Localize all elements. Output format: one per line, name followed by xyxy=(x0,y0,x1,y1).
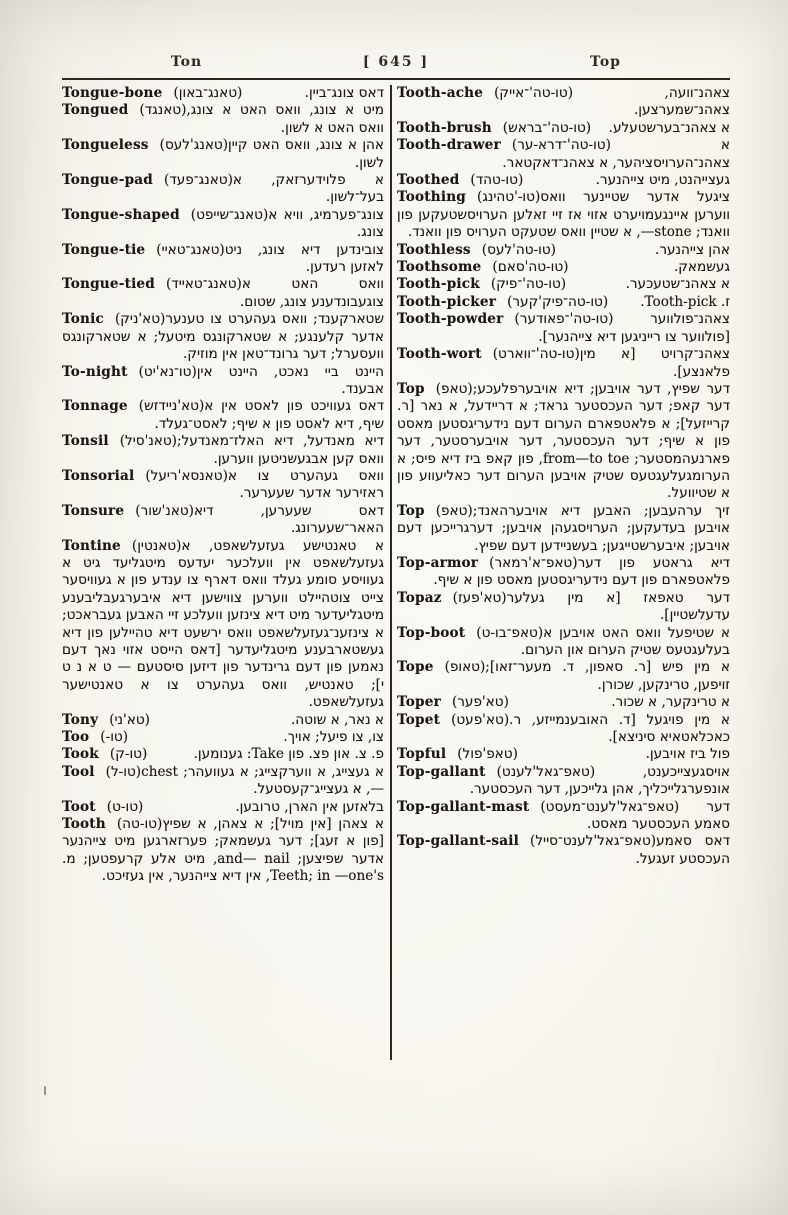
entry-pronunciation: (טאנג־באון) xyxy=(173,85,243,101)
entry-headword: Tool xyxy=(62,763,95,780)
entry-definition: אהן צייהנער. xyxy=(655,241,730,258)
entry-definition: דיא גראטע פון דער פלאטפארם פון דעם נידעריגסטען מאסט פון א שיף. xyxy=(433,554,730,589)
dictionary-entry xyxy=(62,102,384,137)
entry-headword: Toothless xyxy=(397,241,471,258)
entry-definition: א מין פויגעל [ד. האובענמייזע, ר. כאכלאטאיא סיניצא]. xyxy=(509,711,730,746)
entry-pronunciation: (טאפ־בו-ט) xyxy=(476,624,544,641)
entry-definition: אויסגעצייכענט, אונפערגלייכליך, אהן גלייכען, דער העכסטער. xyxy=(469,763,730,798)
header-page-number: [ 645 ] xyxy=(362,54,430,70)
entry-definition: דער טאפאז [א מין געלער עדעלשטיין]. xyxy=(506,589,730,624)
entry-definition: היינט ביי נאכט, היינט אין אבענד. xyxy=(196,363,384,397)
entry-pronunciation: (טאפ־גאל'לענט־סייל) xyxy=(530,833,657,850)
entry-pronunciation: (טו-ט) xyxy=(106,798,144,815)
dictionary-entry xyxy=(62,276,384,311)
entry-pronunciation: (טו־נא'יט) xyxy=(138,363,197,380)
column-divider-rule xyxy=(390,85,392,1060)
right-column xyxy=(397,85,730,868)
entry-headword: Tonnage xyxy=(62,398,128,415)
left-column xyxy=(62,85,384,886)
entry-definition: צובינדען דיא צונג, ניט לאזען רעדען. xyxy=(224,241,384,276)
entry-headword: Top-gallant xyxy=(397,763,486,780)
dictionary-entry xyxy=(397,172,730,189)
entry-pronunciation: (טאפ) xyxy=(435,502,473,519)
dictionary-entry xyxy=(62,242,384,277)
entry-definition: דאס שעערען, דיא האאר־שעערונג. xyxy=(193,502,384,537)
entry-headword: Tonsorial xyxy=(62,467,135,484)
entry-headword: Tontine xyxy=(62,537,121,554)
entry-headword: Toothing xyxy=(397,189,467,206)
dictionary-entry xyxy=(62,538,384,712)
dictionary-entry xyxy=(397,746,730,763)
entry-headword: Tongue-tie xyxy=(62,241,146,258)
entry-definition: דאס צונג־ביין. xyxy=(304,85,384,101)
dictionary-entry xyxy=(397,833,730,868)
entry-headword: Tongue-tied xyxy=(62,276,155,293)
dictionary-entry xyxy=(62,311,384,363)
entry-headword: Tony xyxy=(62,711,99,728)
entry-pronunciation: (טו-) xyxy=(100,729,129,746)
entry-headword: Toothed xyxy=(397,172,460,189)
entry-pronunciation: (טא'פעז) xyxy=(452,589,507,606)
dictionary-entry xyxy=(62,172,384,207)
entry-headword: Tooth xyxy=(62,816,106,833)
entry-definition: צאהנ־פולווער [פולווער צו רייניגען דיא צייהנער]. xyxy=(538,311,730,345)
entry-pronunciation: (טא'ניידזש) xyxy=(138,398,205,415)
entry-headword: Tongueless xyxy=(62,137,149,154)
entry-definition: געצייהנט, מיט צייהנער. xyxy=(595,172,730,189)
entry-headword: Top-gallant-mast xyxy=(397,798,530,815)
entry-headword: Topful xyxy=(397,746,447,763)
entry-pronunciation: (טאנ'סיל) xyxy=(119,433,177,450)
entry-pronunciation: (טאפ־גאל'לענט) xyxy=(496,763,596,780)
entry-headword: To-night xyxy=(62,363,128,380)
entry-pronunciation: (טאנג־שייפט) xyxy=(190,206,269,223)
entry-pronunciation: (טאפ) xyxy=(435,380,473,397)
dictionary-entry xyxy=(397,85,730,120)
entry-pronunciation: (טו-טה'־בראש) xyxy=(502,119,592,136)
dictionary-entry xyxy=(397,276,730,293)
dictionary-entry xyxy=(397,625,730,660)
entry-headword: Tooth-ache xyxy=(397,85,484,101)
entry-definition: ז. Tooth-pick. xyxy=(640,293,730,310)
entry-pronunciation: (טו-טה'־ווארט) xyxy=(492,346,580,363)
dictionary-entry xyxy=(62,468,384,503)
entry-definition: שטארקענד; וואס געהערט צו טענער אדער קלענגע; א שטארקונגס מיטעל; א שטארקונגס וועסערל; דער גרונד־טאן אין מוזיק. xyxy=(62,311,384,363)
dictionary-entry xyxy=(397,659,730,694)
dictionary-entry xyxy=(397,381,730,503)
entry-pronunciation: (טאנסא'ריעל) xyxy=(145,467,228,484)
entry-pronunciation: (טאנג־טאיי) xyxy=(156,241,225,258)
dictionary-entry xyxy=(62,137,384,172)
entry-pronunciation: (טו-טה'־דרא-ער) xyxy=(511,137,611,154)
entry-definition: דאס געוויכט פון לאסט אין א שיף, דיא לאסט פון א שיף; לאסט־געלד. xyxy=(154,398,384,432)
entry-pronunciation: (טאנגד) xyxy=(139,102,187,119)
dictionary-entry xyxy=(62,712,384,729)
entry-definition: דאס סאמע העכסטע זעגעל. xyxy=(635,833,730,867)
entry-pronunciation: (טאנג'לעס) xyxy=(159,137,229,154)
entry-definition: וואס האט א צוגעבונדענע צונג, שטום. xyxy=(239,276,384,310)
dictionary-entry xyxy=(62,764,384,799)
dictionary-entry xyxy=(62,398,384,433)
two-column-body xyxy=(0,80,788,1060)
entry-headword: Topet xyxy=(397,711,441,728)
dictionary-entry xyxy=(397,503,730,555)
scan-artifact-speck xyxy=(44,1086,46,1095)
entry-definition: א צאהנ־בערשטעלע. xyxy=(608,119,730,136)
dictionary-entry xyxy=(62,729,384,746)
dictionary-entry xyxy=(397,259,730,276)
entry-definition: א נאר, א שוטה. xyxy=(290,711,384,728)
entry-headword: Top-armor xyxy=(397,554,479,571)
entry-pronunciation: (טו-טה'לעס) xyxy=(481,241,556,258)
dictionary-entry xyxy=(397,712,730,747)
entry-pronunciation: (טו-טה'־אייק) xyxy=(494,85,573,101)
entry-pronunciation: (טו-טה) xyxy=(116,816,163,833)
entry-pronunciation: (טאפ'פול) xyxy=(457,746,518,763)
entry-definition: פ. צ. און פצ. פון Take: גענומען. xyxy=(193,746,384,763)
dictionary-entry xyxy=(397,764,730,799)
entry-headword: Top xyxy=(397,502,425,519)
entry-pronunciation: (טא'ני) xyxy=(109,711,150,728)
entry-definition: זיך ערהעבען; האבען דיא אויבערהאנד; אויבען בעדעקען; הערויסגעהן אויבען; דערגרייכען דעם אויבען; איבערשטייגען; בעשניידען דעם שפיץ. xyxy=(397,502,730,554)
dictionary-entry xyxy=(397,799,730,834)
entry-definition: געשמאק. xyxy=(673,259,730,276)
entry-definition: וואס געהערט צו א ראזירער אדער שעערער. xyxy=(227,467,384,502)
entry-definition: דער סאמע העכסטער מאסט. xyxy=(587,798,730,833)
dictionary-entry xyxy=(397,694,730,711)
entry-headword: Top xyxy=(397,380,425,397)
entry-pronunciation: (טאנטין) xyxy=(131,537,182,554)
entry-definition: א צאהן [אין מויל]; א צאהן, א שפיץ [פון א זעג]; דער געשמאק; פערזארגען מיט צייהנער אדער שפיצען; and— nail, מיט אלע קרעפטען; מ. Teeth; in —one's, אין דיא צייהנער, אין געזיכט. xyxy=(62,816,385,885)
entry-headword: Tope xyxy=(397,659,434,676)
entry-definition: דער שפיץ, דער אויבען; דיא אויבערפלעכע; דער קאפ; דער העכסטער גראד; א דריידעל, א נאר [ר. קרייזעל]; א פלאטפארם הערום דעם נידעריגסטען מאסט פון א שיף; דער העכסטער, דער אויבערסטער, דער פארנעהמסטער; from—to toe, פון קאפ ביז דיא פיס; א הערומגעלעגטעס שטיק אויבען הערום דער כאליעווע פון א שטיוועל. xyxy=(397,380,730,502)
entry-headword: Toothsome xyxy=(397,259,482,276)
entry-headword: Tooth-drawer xyxy=(397,137,501,154)
dictionary-entry xyxy=(62,799,384,816)
entry-headword: Tooth-brush xyxy=(397,119,492,136)
entry-pronunciation: (טאפ־א'רמאר) xyxy=(489,554,578,571)
entry-definition: א טאנטישע געזעלשאפט, א געזעלשאפט אין וועלכער יעדעס מיטגליעד גיט א געוויסע סומע געלד וואס דארף צו ענדע פון א געוויסער צייט צוטהיילט ווערען צווישען דיא איבערגעבליבענע מיטגליעדער מיט דיא צינזען וועלכע זיי האבען געבראכט; א צינזענ־געזעלשאפט וואס ירשעט דיא טהיילען פון דיא געשטארבענע מיטגליעדער [דאס הייסט אזוי נאך דעם נאמען פון דעם גרינדער פון דיזען סיסטעם — ט א נ ט י]; טאנטיש, וואס געהערט צו א טאנטישער געזעלשאפט. xyxy=(62,537,384,711)
dictionary-entry xyxy=(397,242,730,259)
dictionary-entry xyxy=(62,816,384,886)
entry-headword: Tongue-bone xyxy=(62,85,163,101)
entry-pronunciation: (טו-טה'־פאודער) xyxy=(514,311,614,328)
entry-headword: Too xyxy=(62,729,90,746)
dictionary-entry xyxy=(397,311,730,346)
entry-headword: Tongued xyxy=(62,102,129,119)
entry-headword: Tongue-shaped xyxy=(62,206,180,223)
entry-pronunciation: (טו-טה'־פיק) xyxy=(490,276,567,293)
entry-headword: Tonsure xyxy=(62,502,125,519)
entry-headword: Topaz xyxy=(397,589,442,606)
entry-definition: א צאהנ־שטעכער. xyxy=(625,276,730,293)
entry-definition: א געצייג, א ווערקצייג; א געוועהר; chest—, א געצייג־קעסטעל. xyxy=(141,763,384,798)
dictionary-entry xyxy=(62,207,384,242)
dictionary-entry xyxy=(397,120,730,137)
entry-headword: Took xyxy=(62,746,99,763)
entry-pronunciation: (טא'פער) xyxy=(451,694,509,711)
entry-headword: Tooth-powder xyxy=(397,311,504,328)
entry-definition: דיא מאנדעל, דיא האלז־מאנדעל; וואס קען אבגעשניטען ווערען. xyxy=(176,433,384,467)
dictionary-entry xyxy=(62,85,384,102)
entry-headword: Tonic xyxy=(62,311,104,328)
entry-headword: Top-boot xyxy=(397,624,466,641)
entry-pronunciation: (טאופ) xyxy=(444,659,486,676)
dictionary-entry xyxy=(62,433,384,468)
entry-definition: צו, צו פיעל; אויך. xyxy=(283,729,384,746)
dictionary-entry xyxy=(397,346,730,381)
dictionary-entry xyxy=(62,746,384,763)
entry-pronunciation: (טא'ניק) xyxy=(114,311,166,328)
entry-pronunciation: (טו-'טהינג) xyxy=(477,189,541,206)
entry-headword: Toot xyxy=(62,798,96,815)
entry-pronunciation: (טאפ־גאל'לענט־מעסט) xyxy=(540,798,680,815)
entry-pronunciation: (טאנג־פעד) xyxy=(164,172,233,189)
entry-definition: א צאהנ־הערויסציהער, א צאהנ־דאקטאר. xyxy=(502,137,730,171)
header-catchword-left: Ton xyxy=(170,54,203,70)
entry-definition: א מין פיש [ר. סאפון, ד. מעער־זאו]; זויפען, טרינקען, שכורן. xyxy=(485,659,730,693)
entry-definition: צונג־פערמיג, וויא א צונג. xyxy=(268,206,384,241)
entry-pronunciation: (טו-ל) xyxy=(105,763,142,780)
entry-pronunciation: (טאנג־טאייד) xyxy=(165,276,242,293)
entry-definition: צאהנ־וועה, צאהנ־שמערצען. xyxy=(633,85,730,119)
entry-definition: א טרינקער, א שכור. xyxy=(611,694,730,711)
entry-headword: Toper xyxy=(397,694,441,711)
entry-headword: Top-gallant-sail xyxy=(397,833,520,850)
entry-pronunciation: (טא'פעט) xyxy=(451,711,510,728)
dictionary-entry xyxy=(397,590,730,625)
header-catchword-right: Top xyxy=(590,54,621,70)
entry-pronunciation: (טו-טהד) xyxy=(470,172,524,189)
entry-definition: צאהנ־קרויט [א מין פלאנצע]. xyxy=(579,346,730,380)
entry-definition: א פלוידערזאק, א בעל־לשון. xyxy=(232,172,384,206)
entry-definition: אהן א צונג, וואס האט קיין לשון. xyxy=(228,137,384,171)
dictionary-entry xyxy=(62,503,384,538)
entry-headword: Tooth-picker xyxy=(397,293,497,310)
dictionary-entry xyxy=(397,189,730,241)
entry-definition: א שטיפעל וואס האט אויבען א בעלעגטעס שטיק הערום און הערום. xyxy=(520,624,730,658)
entry-definition: פול ביז אויבען. xyxy=(645,746,730,763)
entry-pronunciation: (טו-ק) xyxy=(109,746,148,763)
entry-headword: Tooth-wort xyxy=(397,346,482,363)
dictionary-entry xyxy=(397,294,730,311)
running-header xyxy=(0,0,788,78)
entry-pronunciation: (טו-טה־פיק'קער) xyxy=(507,293,609,310)
entry-definition: ציגעל אדער שטיינער וואס ווערען איינגעמויערט אזוי אז זיי זאלען הערויסשטעקען פון וואנד; stone—, א שטיין וואס שטעקט הערויס פון וואנד. xyxy=(397,189,730,241)
entry-pronunciation: (טאנ'שור) xyxy=(135,502,194,519)
dictionary-entry xyxy=(397,555,730,590)
entry-pronunciation: (טו-טה'סאם) xyxy=(492,259,569,276)
entry-definition: מיט א צונג, וואס האט א צונג, וואס האט א לשון. xyxy=(186,102,384,136)
dictionary-entry xyxy=(62,364,384,399)
entry-headword: Tongue-pad xyxy=(62,172,154,189)
entry-headword: Tooth-pick xyxy=(397,276,480,293)
entry-definition: בלאזען אין הארן, טרובען. xyxy=(235,798,384,815)
dictionary-entry xyxy=(397,137,730,172)
entry-headword: Tonsil xyxy=(62,433,109,450)
